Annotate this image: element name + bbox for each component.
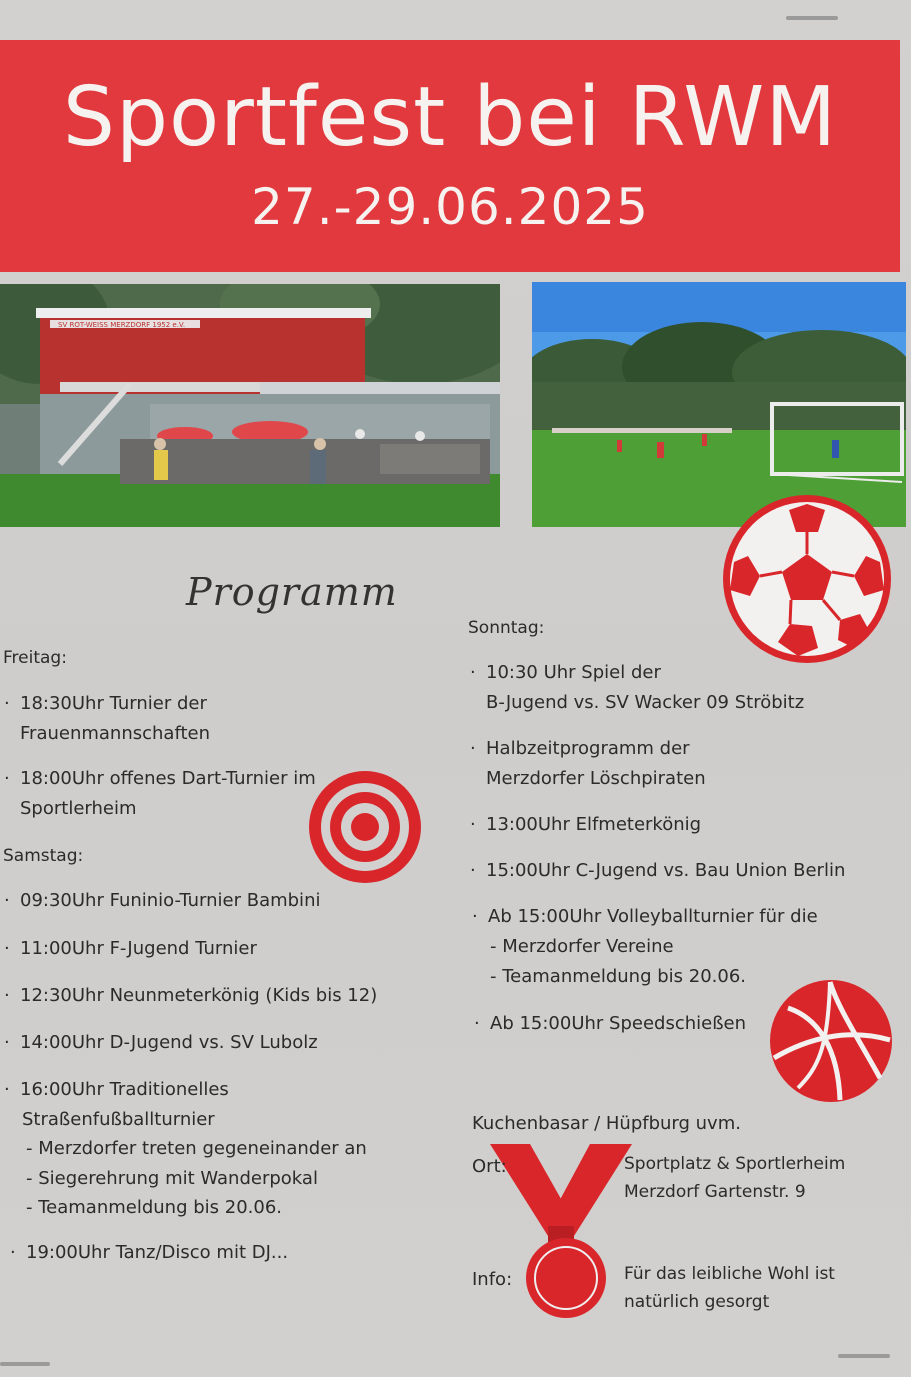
location-text: Sportplatz & Sportlerheim Merzdorf Gartenstr. 9 [624, 1154, 846, 1202]
extras-text: Kuchenbasar / Hüpfburg uvm. [472, 1113, 741, 1134]
list-item: · 10:30 Uhr Spiel der [470, 662, 661, 683]
list-item: · 19:00Uhr Tanz/Disco mit DJ... [10, 1242, 289, 1263]
staple [786, 16, 838, 20]
target-icon [308, 770, 422, 884]
soccer-ball-icon [720, 492, 894, 666]
list-item: · 15:00Uhr C-Jugend vs. Bau Union Berlin [470, 860, 846, 881]
list-item: · 16:00Uhr Traditionelles [4, 1079, 229, 1100]
list-item: · 12:30Uhr Neunmeterkönig (Kids bis 12) [4, 985, 378, 1006]
program-title: Programm [186, 570, 398, 614]
info-text: Für das leibliche Wohl ist natürlich gesorgt [624, 1264, 835, 1312]
list-item: Merzdorfer Löschpiraten [486, 768, 706, 789]
day-label-samstag: Samstag: [3, 846, 84, 866]
poster-title: Sportfest bei RWM [62, 70, 838, 165]
list-item: · 18:00Uhr offenes Dart-Turnier im Sportlerheim [4, 768, 316, 819]
ort-label: Ort: [472, 1156, 507, 1177]
list-item: - Merzdorfer treten gegeneinander an [26, 1138, 367, 1159]
list-item: · 18:30Uhr Turnier der Frauenmannschaften [4, 693, 211, 744]
football-pitch-photo [532, 282, 906, 527]
list-item: Straßenfußballturnier [22, 1109, 215, 1130]
list-item: - Teamanmeldung bis 20.06. [490, 966, 747, 987]
info-label: Info: [472, 1269, 513, 1290]
staple [838, 1354, 890, 1358]
clubhouse-photo [0, 284, 500, 527]
list-item: B-Jugend vs. SV Wacker 09 Ströbitz [486, 692, 805, 713]
day-label-sonntag: Sonntag: [468, 618, 545, 638]
list-item: · 14:00Uhr D-Jugend vs. SV Lubolz [4, 1032, 318, 1053]
list-item: · Halbzeitprogramm der [470, 738, 690, 759]
list-item: · Ab 15:00Uhr Volleyballturnier für die [472, 906, 818, 927]
list-item: · Ab 15:00Uhr Speedschießen [474, 1013, 747, 1034]
list-item: · 13:00Uhr Elfmeterkönig [470, 814, 702, 835]
volleyball-icon [768, 978, 894, 1104]
list-item: - Siegerehrung mit Wanderpokal [26, 1168, 318, 1189]
event-date: 27.-29.06.2025 [251, 178, 649, 236]
list-item: - Teamanmeldung bis 20.06. [26, 1197, 283, 1218]
list-item: · 09:30Uhr Funinio-Turnier Bambini [4, 890, 321, 911]
staple [0, 1362, 50, 1366]
clubhouse-sign: SV ROT-WEISS MERZDORF 1952 e.V. [58, 321, 186, 329]
list-item: - Merzdorfer Vereine [490, 936, 674, 957]
list-item: · 11:00Uhr F-Jugend Turnier [4, 938, 257, 959]
day-label-freitag: Freitag: [3, 648, 67, 668]
